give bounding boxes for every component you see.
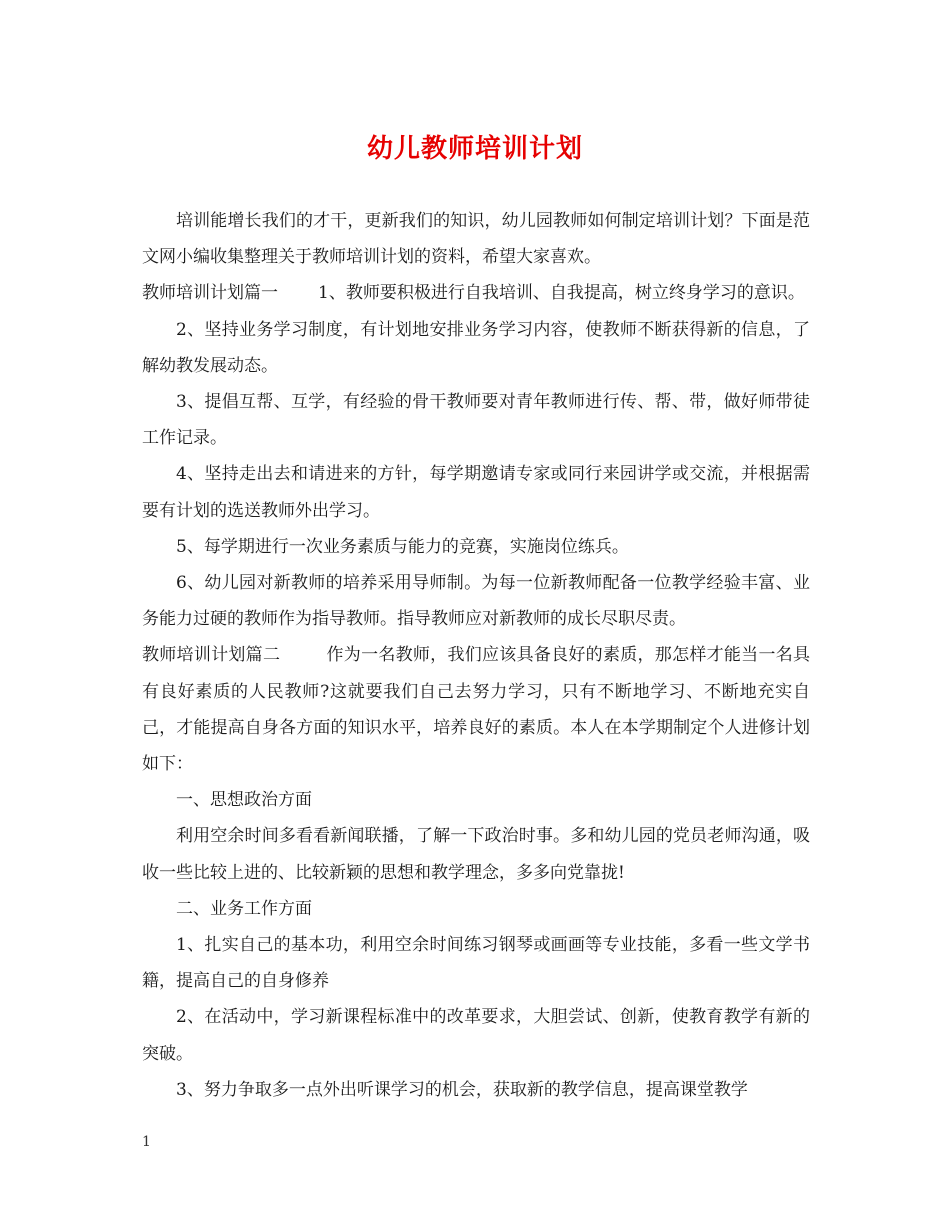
list-item: 4、坚持走出去和请进来的方针，每学期邀请专家或同行来园讲学或交流，并根据需要有计划的选送教师外出学习。 [142,464,810,521]
page-number: 1 [142,1134,151,1150]
section-heading-two: 教师培训计划篇二 [142,645,281,666]
list-item: 5、每学期进行一次业务素质与能力的竞赛，实施岗位练兵。 [176,536,629,557]
list-item: 3、提倡互帮、互学，有经验的骨干教师要对青年教师进行传、帮、带，做好师带徒工作记录。 [142,392,810,449]
list-item: 2、坚持业务学习制度，有计划地安排业务学习内容，使教师不断获得新的信息，了解幼教发展动态。 [142,319,810,376]
section-two-intro: 作为一名教师，我们应该具备良好的素质，那怎样才能当一名具有良好素质的人民教师?这就要我们自己去努力学习，只有不断地学习、不断地充实自己，才能提高自身各方面的知识水平，培养良好的素质。本人在本学期制定个人进修计划如下： [142,645,811,775]
list-item: 1、扎实自己的基本功，利用空余时间练习钢琴或画画等专业技能，多看一些文学书籍，提高自己的自身修养 [142,935,810,992]
section-two-paragraph [142,637,810,782]
politics-paragraph: 利用空余时间多看看新闻联播，了解一下政治时事。多和幼儿园的党员老师沟通，吸收一些比较上进的、比较新颖的思想和教学理念，多多向党靠拢! [142,826,810,883]
document-title: 幼儿教师培训计划 [366,134,583,164]
section-heading-one: 教师培训计划篇一 [142,283,278,304]
subheading-work: 二、业务工作方面 [176,898,312,919]
section-one-item-1: 1、教师要积极进行自我培训、自我提高，树立终身学习的意识。 [318,283,805,304]
list-item: 2、在活动中，学习新课程标准中的改革要求，大胆尝试、创新，使教育教学有新的突破。 [142,1007,810,1064]
intro-paragraph: 培训能增长我们的才干，更新我们的知识，幼儿园教师如何制定培训计划？下面是范文网小编收集整理关于教师培训计划的资料，希望大家喜欢。 [142,211,810,268]
section-one-paragraph [142,275,810,311]
subheading-politics: 一、思想政治方面 [176,790,312,811]
list-item: 3、努力争取多一点外出听课学习的机会，获取新的教学信息，提高课堂教学 [176,1079,748,1100]
document-body [142,203,810,1108]
list-item: 6、幼儿园对新教师的培养采用导师制。为每一位新教师配备一位教学经验丰富、业务能力过硬的教师作为指导教师。指导教师应对新教师的成长尽职尽责。 [142,573,810,630]
